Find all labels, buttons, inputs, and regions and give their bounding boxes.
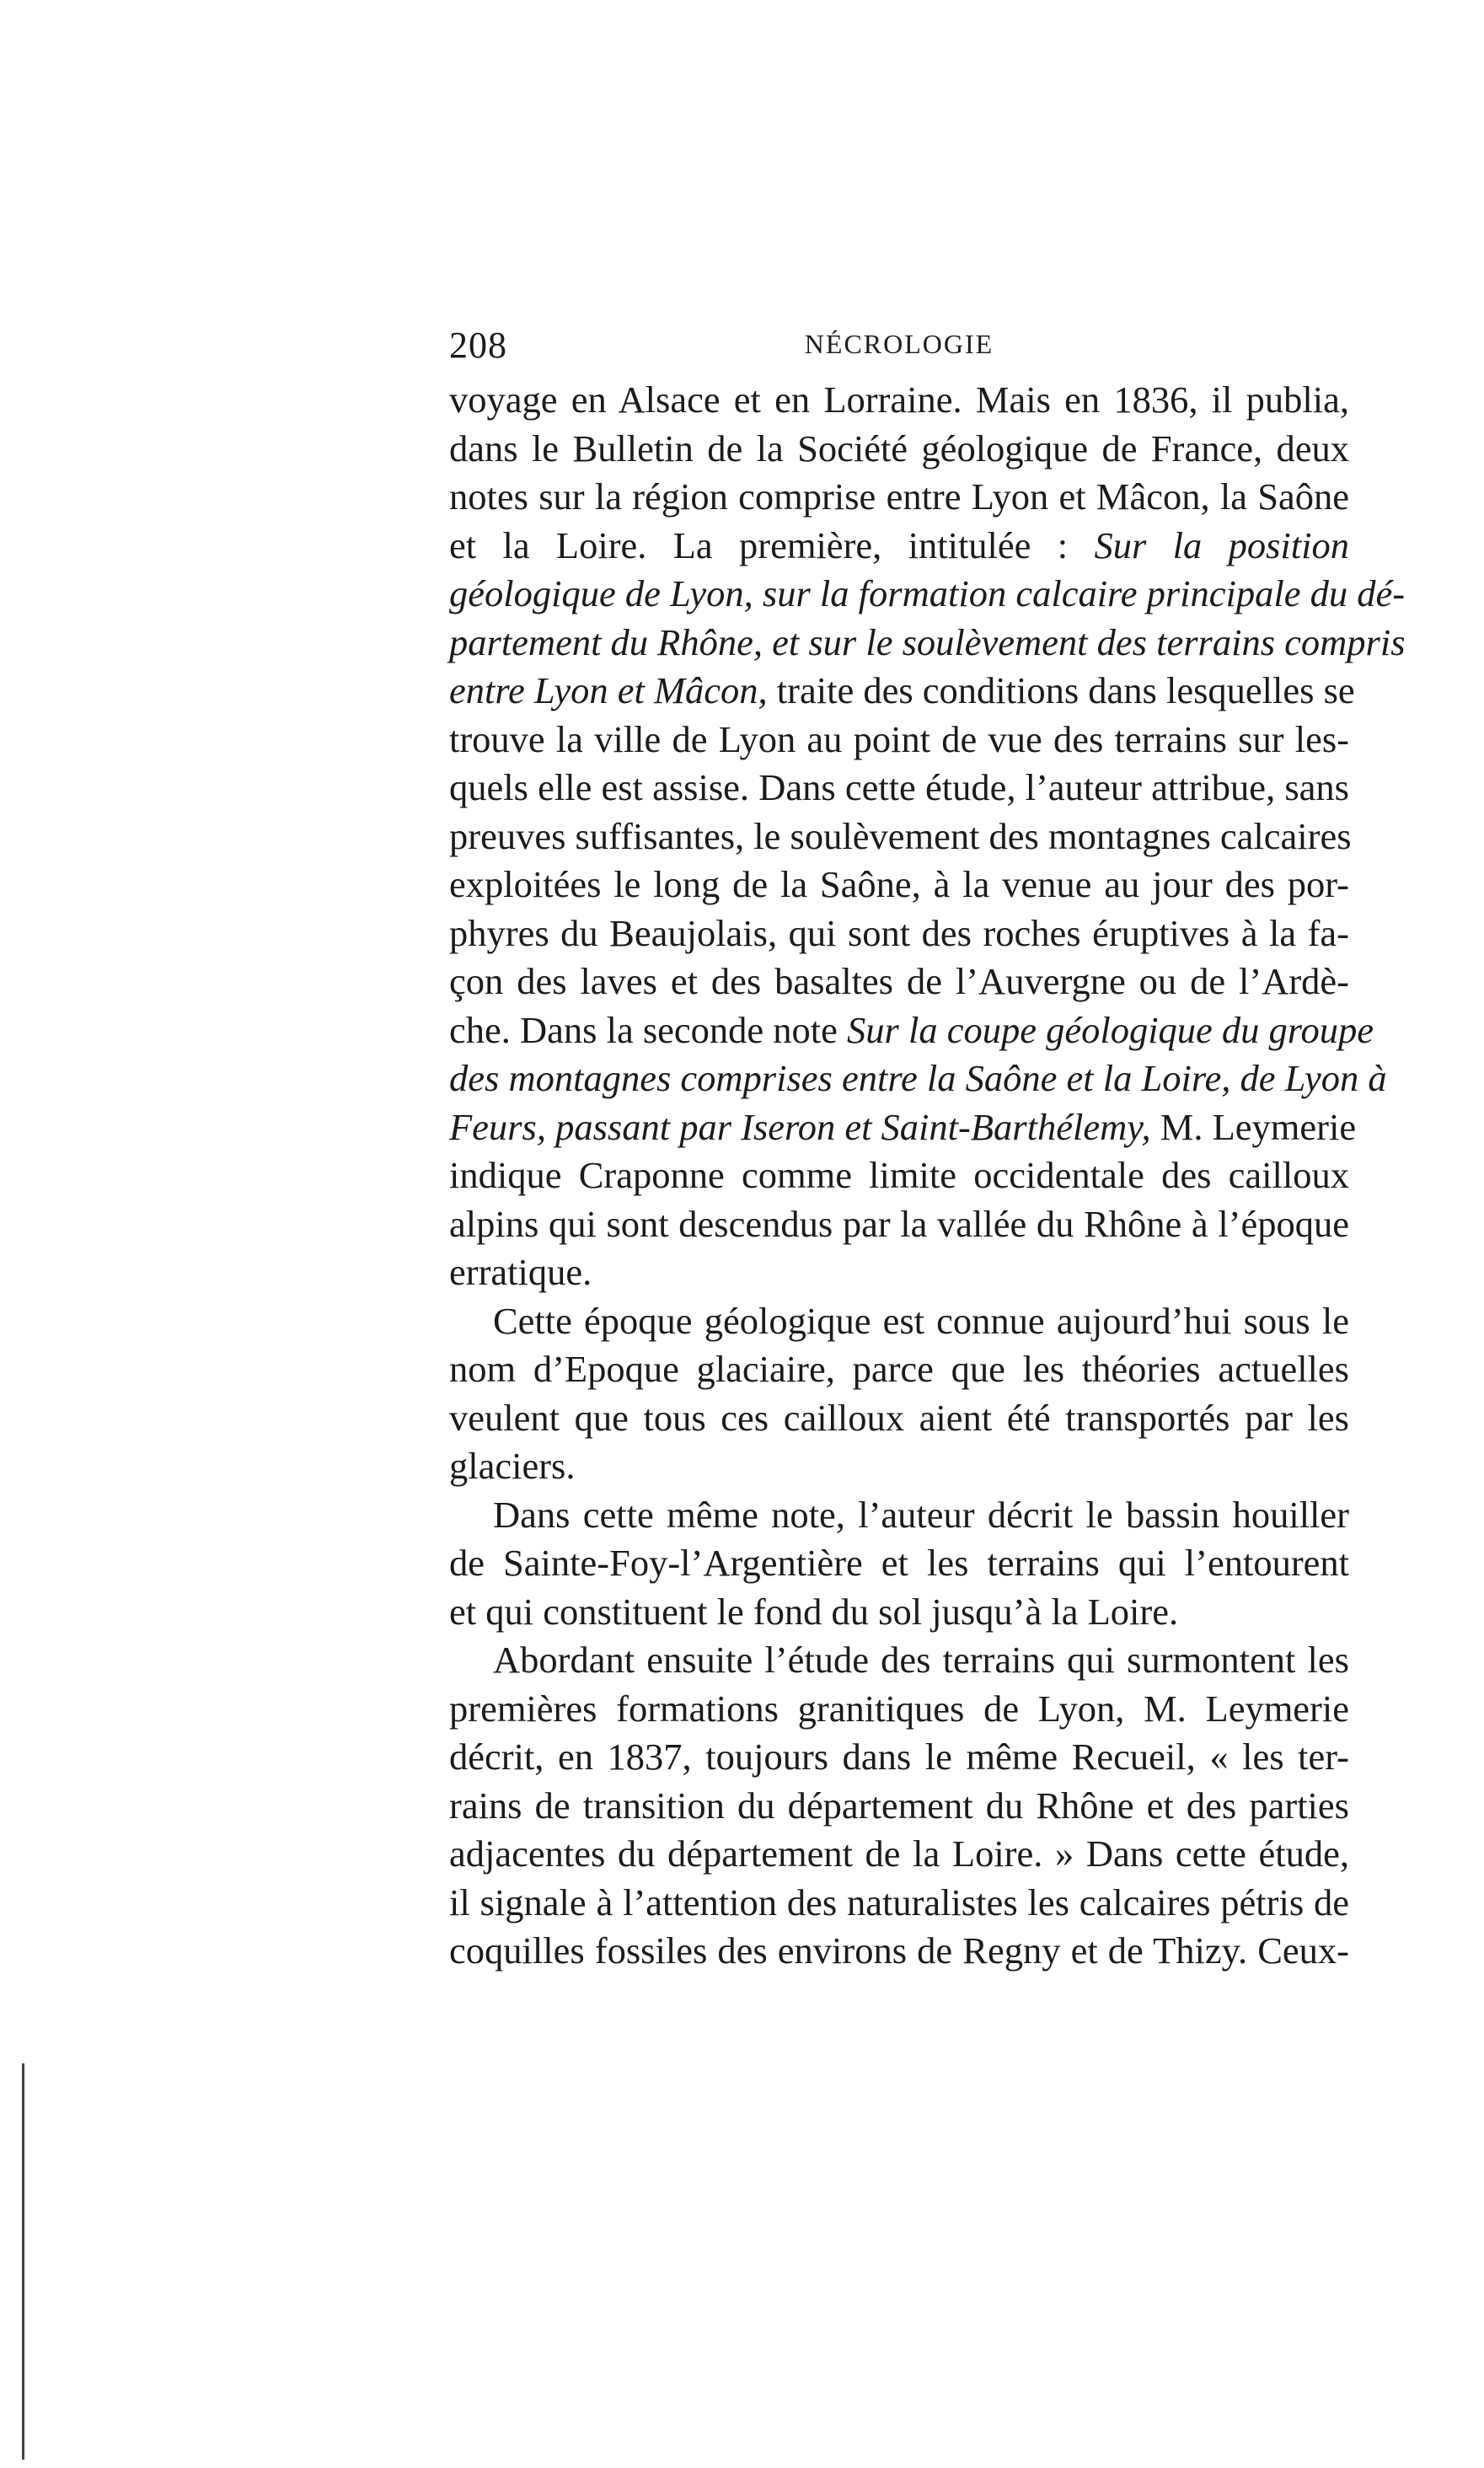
- italic-text-line: partement du Rhône, et sur le soulèvement des terrains compris: [449, 620, 1406, 663]
- italic-title-run: Feurs, passant par Iseron et Saint-Barthélemy,: [449, 1105, 1151, 1148]
- text-line: Abordant ensuite l’étude des terrains qui surmontent les: [493, 1639, 1349, 1681]
- text-run: traite des conditions dans lesquelles se: [767, 669, 1355, 711]
- text-run: M. Leymerie: [1150, 1105, 1357, 1148]
- text-line: adjacentes du département de la Loire. » Dans cette étude,: [449, 1832, 1349, 1875]
- paragraph-3: [449, 1491, 1349, 1637]
- text-line: et qui constituent le fond du sol jusqu’à la Loire.: [449, 1590, 1179, 1633]
- text-line: coquilles fossiles des environs de Regny et de Thizy. Ceux-: [449, 1929, 1349, 1972]
- text-line: indique Craponne comme limite occidentale des cailloux: [449, 1154, 1349, 1196]
- paragraph-4: [449, 1636, 1349, 1976]
- text-line: il signale à l’attention des naturalistes les calcaires pétris de: [449, 1881, 1349, 1923]
- text-line: çon des laves et des basaltes de l’Auvergne ou de l’Ardè-: [449, 960, 1349, 1002]
- text-line: preuves suffisantes, le soulèvement des montagnes calcaires: [449, 814, 1352, 857]
- text-run: che. Dans la seconde note: [449, 1008, 848, 1051]
- text-line: notes sur la région comprise entre Lyon et Mâcon, la Saône: [449, 475, 1349, 518]
- text-run: et la Loire. La première, intitulée :: [449, 523, 1095, 566]
- text-line: décrit, en 1837, toujours dans le même Recueil, « les ter-: [449, 1736, 1349, 1778]
- text-line: erratique.: [449, 1251, 592, 1293]
- paragraph-1: [449, 376, 1406, 1297]
- text-line: quels elle est assise. Dans cette étude, l’auteur attribue, sans: [449, 766, 1349, 808]
- text-line: [449, 1006, 1374, 1055]
- text-line: exploitées le long de la Saône, à la venue au jour des por-: [449, 863, 1349, 905]
- text-line: Cette époque géologique est connue aujourd’hui sous le: [493, 1299, 1349, 1342]
- italic-text-line: des montagnes comprises entre la Saône et la Loire, de Lyon à: [449, 1057, 1387, 1099]
- running-title: NÉCROLOGIE: [804, 329, 994, 359]
- page-number: 208: [449, 325, 507, 366]
- text-line: voyage en Alsace et en Lorraine. Mais en 1836, il publia,: [449, 378, 1349, 421]
- paragraph-2: [449, 1297, 1349, 1491]
- italic-text-line: géologique de Lyon, sur la formation calcaire principale du dé-: [449, 572, 1406, 614]
- italic-title-run: Sur la position: [1094, 523, 1349, 566]
- text-line: [449, 1103, 1357, 1152]
- text-line: dans le Bulletin de la Société géologique de France, deux: [449, 427, 1349, 469]
- text-line: Dans cette même note, l’auteur décrit le bassin houiller: [493, 1493, 1349, 1536]
- scan-edge-line: [22, 2063, 24, 2460]
- text-line: veulent que tous ces cailloux aient été transportés par les: [449, 1396, 1349, 1439]
- text-line: [449, 667, 1355, 716]
- body-text: [449, 376, 1406, 1976]
- text-line: [449, 522, 1349, 571]
- italic-title-run: entre Lyon et Mâcon,: [449, 669, 768, 711]
- text-line: premières formations granitiques de Lyon, M. Leymerie: [449, 1687, 1349, 1730]
- text-line: alpins qui sont descendus par la vallée du Rhône à l’époque: [449, 1202, 1349, 1245]
- text-line: de Sainte-Foy-l’Argentière et les terrains qui l’entourent: [449, 1542, 1349, 1584]
- text-line: trouve la ville de Lyon au point de vue des terrains sur les-: [449, 717, 1349, 760]
- text-line: nom d’Epoque glaciaire, parce que les théories actuelles: [449, 1348, 1349, 1390]
- text-line: rains de transition du département du Rhône et des parties: [449, 1784, 1349, 1827]
- italic-title-run: Sur la coupe géologique du groupe: [847, 1008, 1374, 1051]
- text-line: phyres du Beaujolais, qui sont des roches éruptives à la fa-: [449, 911, 1349, 954]
- running-head: [449, 324, 1349, 374]
- text-line: glaciers.: [449, 1445, 576, 1487]
